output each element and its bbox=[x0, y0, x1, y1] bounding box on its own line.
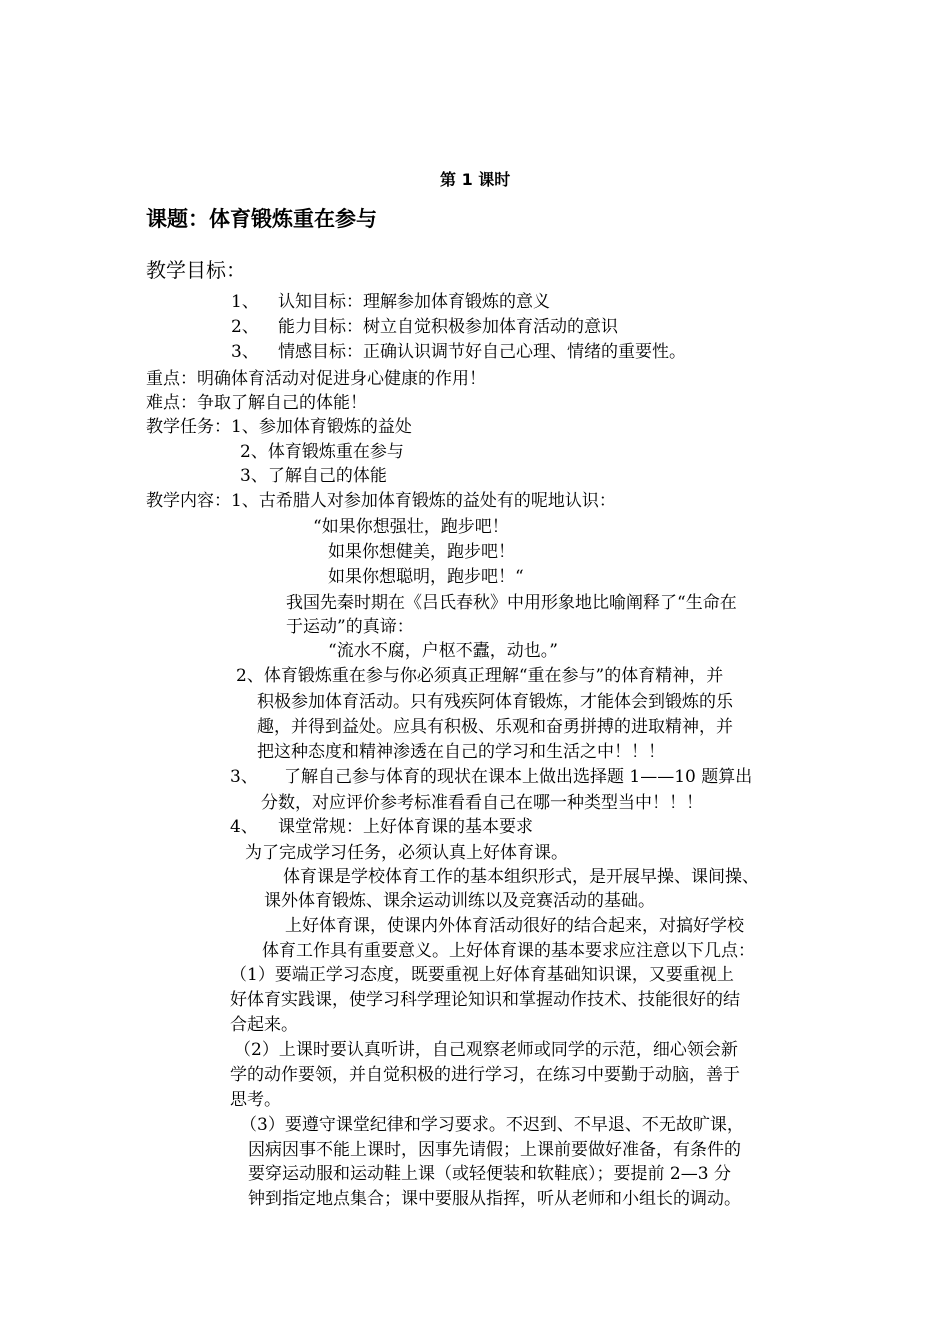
content-intro: 教学内容：1、古希腊人对参加体育锻炼的益处有的呢地认识： bbox=[146, 491, 616, 511]
requirement-line: （3）要遵守课堂纪律和学习要求。不迟到、不早退、不无故旷课， bbox=[240, 1115, 744, 1135]
paragraph-line: 上好体育课，使课内外体育活动很好的结合起来，对搞好学校 bbox=[285, 916, 744, 936]
requirement-line: 好体育实践课，使学习科学理论知识和掌握动作技术、技能很好的结 bbox=[230, 990, 740, 1010]
section2-line: 2、体育锻炼重在参与你必须真正理解“重在参与”的体育精神，并 bbox=[236, 666, 724, 686]
requirement-line: （2）上课时要认真听讲，自己观察老师或同学的示范，细心领会新 bbox=[234, 1040, 738, 1060]
paragraph-line: 体育工作具有重要意义。上好体育课的基本要求应注意以下几点： bbox=[262, 941, 755, 961]
quote-line: 如果你想健美，跑步吧！ bbox=[328, 542, 515, 562]
section3-line: 了解自己参与体育的现状在课本上做出选择题 1——10 题算出 bbox=[284, 767, 753, 787]
section3-number: 3、 bbox=[230, 767, 258, 787]
requirement-line: 合起来。 bbox=[230, 1015, 298, 1035]
lushi-quote: “流水不腐，户枢不蠹，动也。” bbox=[328, 641, 558, 661]
section3-line: 分数，对应评价参考标准看看自己在哪一种类型当中！！！ bbox=[261, 793, 703, 813]
objective-number: 2、 bbox=[231, 317, 259, 337]
objective-text: 情感目标：正确认识调节好自己心理、情绪的重要性。 bbox=[278, 342, 686, 362]
paragraph-line: 课外体育锻炼、课余运动训练以及竞赛活动的基础。 bbox=[264, 891, 655, 911]
lesson-number: 第 1 课时 bbox=[440, 170, 511, 189]
objective-number: 3、 bbox=[231, 342, 259, 362]
quote-line: 如果你想聪明，跑步吧！“ bbox=[328, 567, 524, 587]
lushi-line: 于运动”的真谛： bbox=[286, 617, 414, 637]
objectives-heading: 教学目标： bbox=[146, 258, 246, 282]
section2-line: 趣，并得到益处。应具有积极、乐观和奋勇拼搏的进取精神，并 bbox=[257, 717, 733, 737]
tasks-label: 教学任务：1、参加体育锻炼的益处 bbox=[146, 417, 412, 437]
task-item: 3、了解自己的体能 bbox=[240, 466, 387, 486]
paragraph-line: 体育课是学校体育工作的基本组织形式，是开展早操、课间操、 bbox=[283, 867, 759, 887]
requirement-line: 钟到指定地点集合；课中要服从指挥，听从老师和小组长的调动。 bbox=[248, 1189, 741, 1209]
requirement-line: 因病因事不能上课时，因事先请假；上课前要做好准备，有条件的 bbox=[248, 1140, 741, 1160]
objective-number: 1、 bbox=[231, 292, 259, 312]
requirement-line: 思考。 bbox=[230, 1090, 281, 1110]
requirement-line: （1）要端正学习态度，既要重视上好体育基础知识课，又要重视上 bbox=[230, 965, 734, 985]
requirement-line: 要穿运动服和运动鞋上课（或轻便装和软鞋底）；要提前 2—3 分 bbox=[248, 1164, 731, 1184]
key-point: 重点：明确体育活动对促进身心健康的作用！ bbox=[146, 369, 486, 389]
requirement-line: 学的动作要领，并自觉积极的进行学习，在练习中要勤于动脑，善于 bbox=[230, 1065, 740, 1085]
objective-text: 认知目标：理解参加体育锻炼的意义 bbox=[278, 292, 550, 312]
section4-number: 4、 bbox=[230, 817, 258, 837]
lesson-title: 课题：体育锻炼重在参与 bbox=[146, 207, 377, 231]
difficulty: 难点：争取了解自己的体能！ bbox=[146, 393, 367, 413]
lushi-line: 我国先秦时期在《吕氏春秋》中用形象地比喻阐释了“生命在 bbox=[286, 593, 737, 613]
objective-text: 能力目标：树立自觉积极参加体育活动的意识 bbox=[278, 317, 618, 337]
section2-line: 积极参加体育活动。只有残疾阿体育锻炼，才能体会到锻炼的乐 bbox=[257, 692, 733, 712]
section4-text: 课堂常规：上好体育课的基本要求 bbox=[278, 817, 533, 837]
task-item: 2、体育锻炼重在参与 bbox=[240, 442, 404, 462]
section2-line: 把这种态度和精神渗透在自己的学习和生活之中！！！ bbox=[257, 742, 665, 762]
quote-line: “如果你想强壮，跑步吧！ bbox=[313, 517, 509, 537]
paragraph-line: 为了完成学习任务，必须认真上好体育课。 bbox=[245, 843, 568, 863]
